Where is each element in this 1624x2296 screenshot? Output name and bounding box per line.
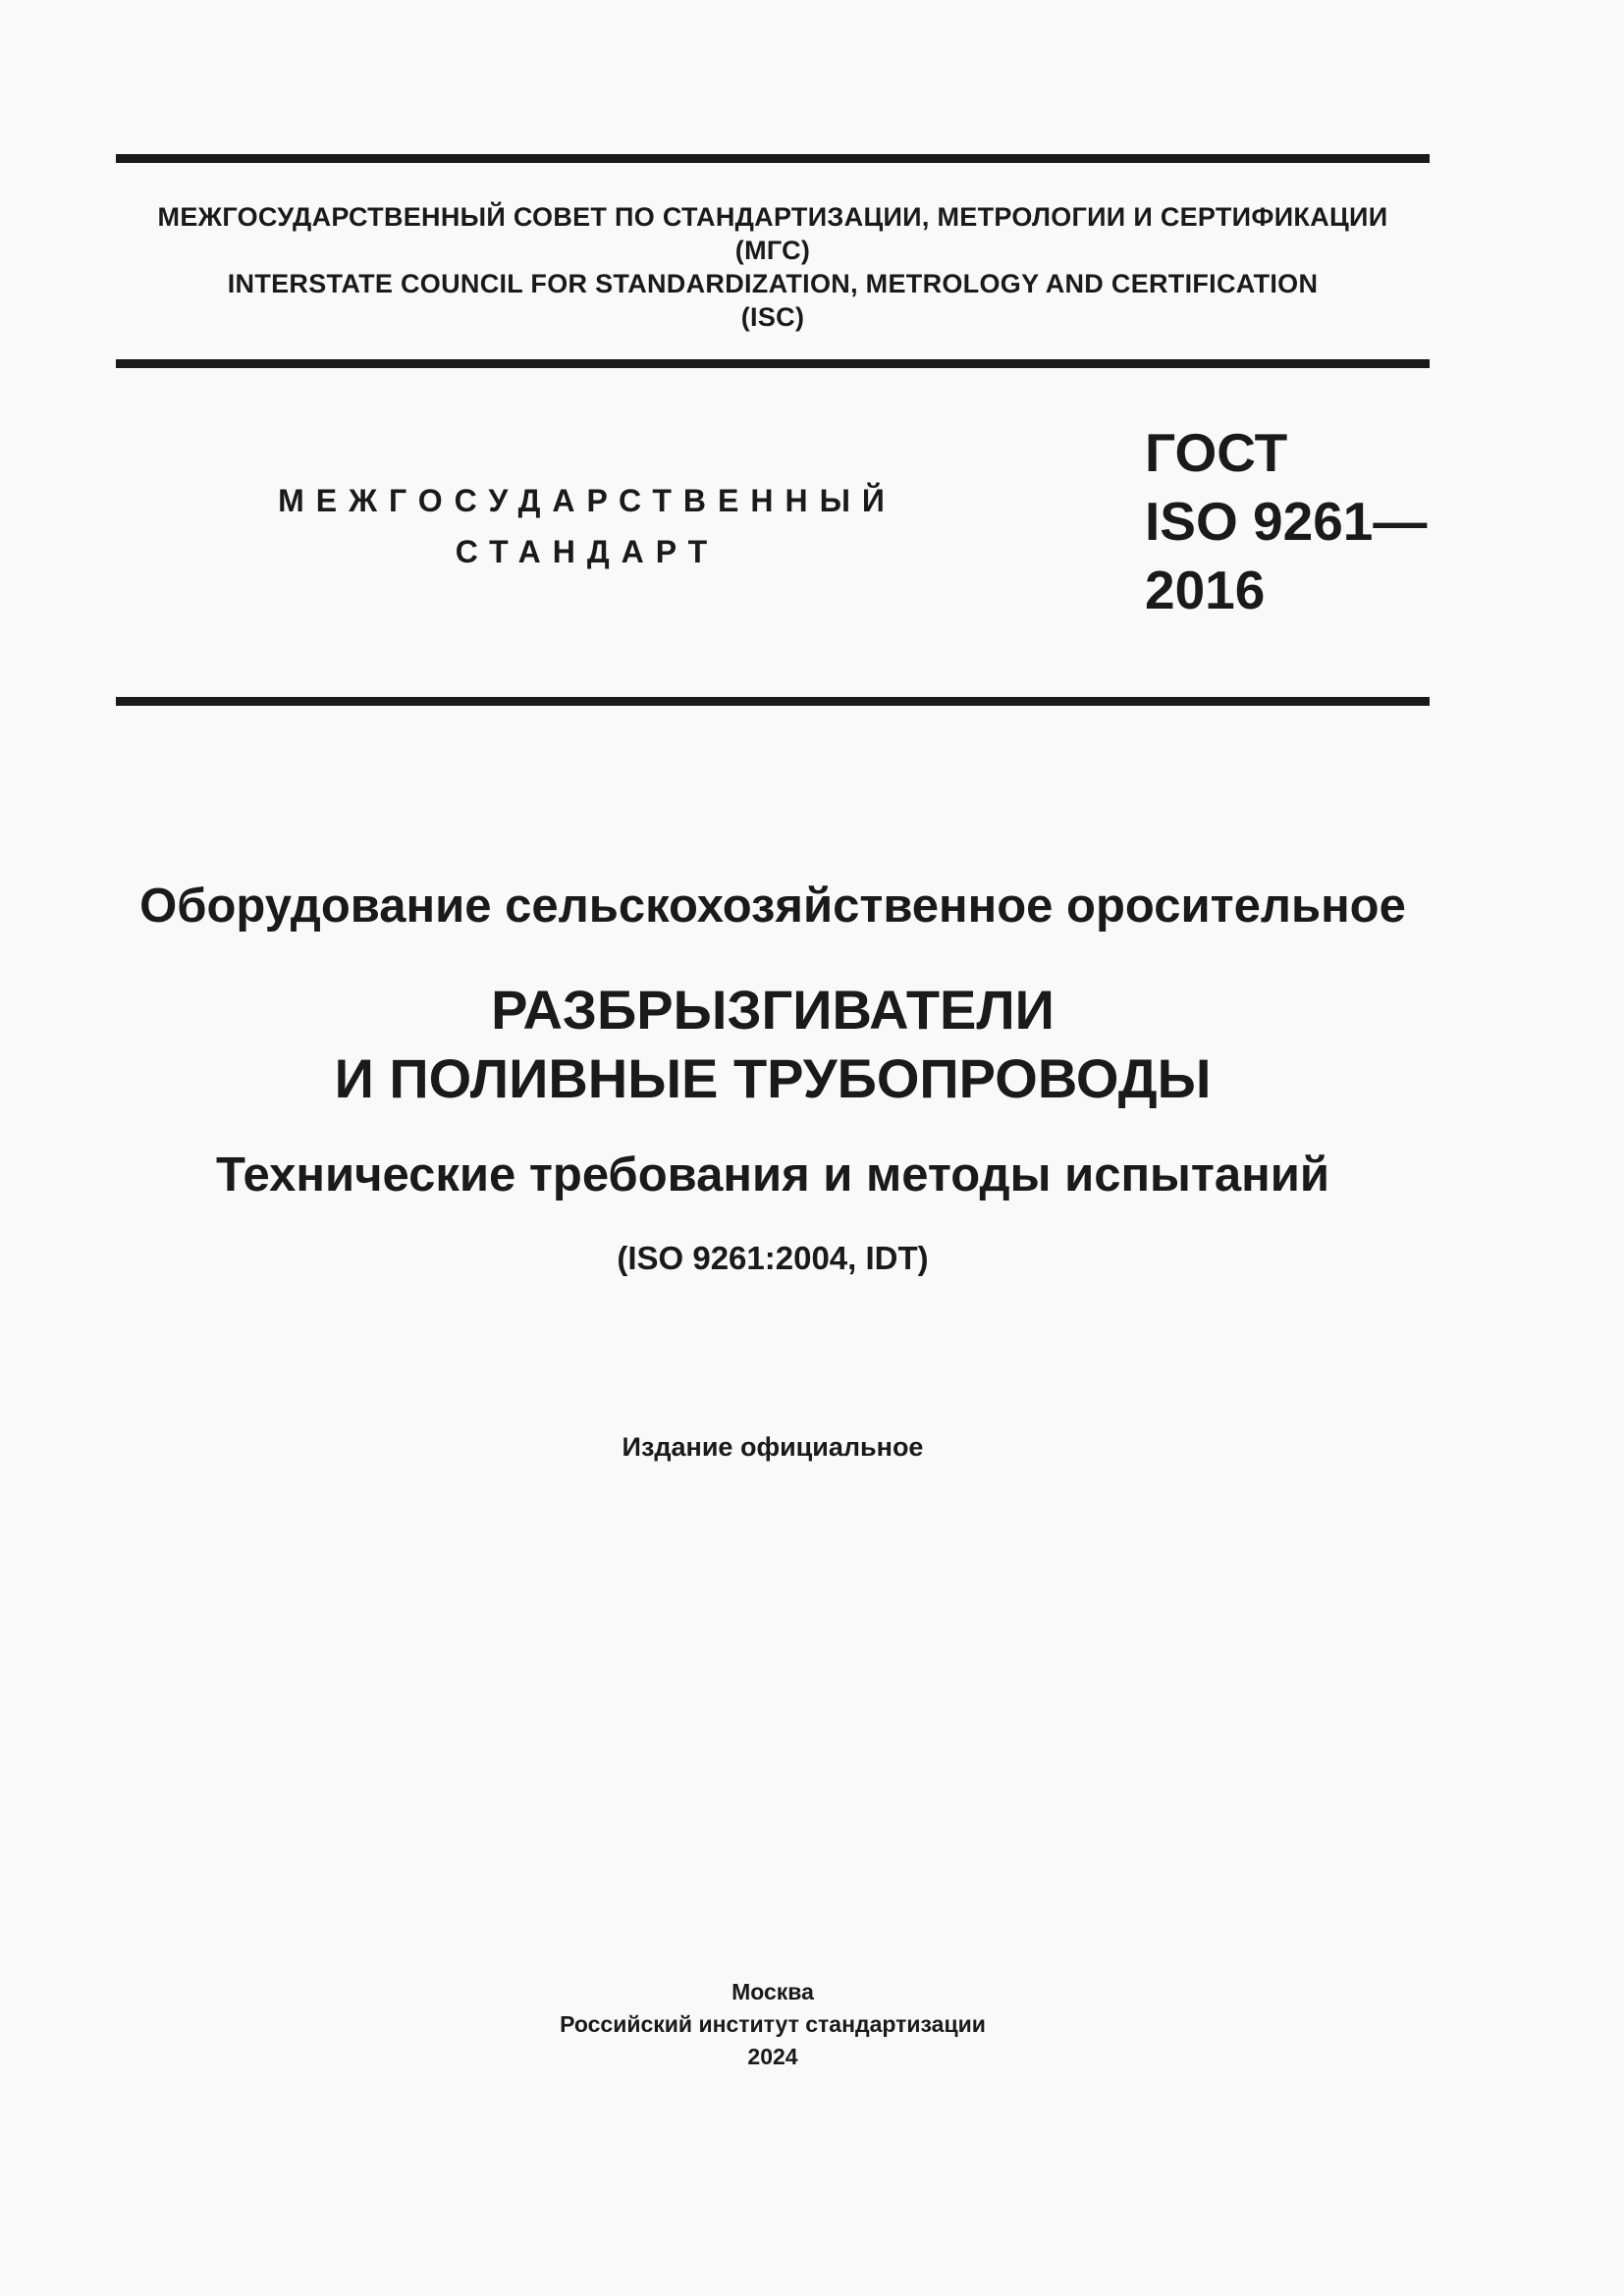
imprint (116, 1976, 1430, 2073)
title-main-line-2: И ПОЛИВНЫЕ ТРУБОПРОВОДЫ (334, 1047, 1212, 1109)
standard-type (116, 475, 1058, 577)
standard-designation (1145, 418, 1427, 624)
council-name-en: INTERSTATE COUNCIL FOR STANDARDIZATION, METROLOGY AND CERTIFICATION (227, 269, 1319, 298)
imprint-city: Москва (731, 1979, 814, 2004)
top-rule (116, 154, 1430, 163)
designation-line-2: ISO 9261— (1145, 491, 1428, 552)
designation-line-1: ГОСТ (1145, 422, 1288, 483)
edition-note: Издание официальное (622, 1432, 924, 1462)
designation-rule (116, 697, 1430, 706)
imprint-publisher: Российский институт стандартизации (560, 2011, 986, 2037)
iso-reference: (ISO 9261:2004, IDT) (617, 1240, 929, 1276)
designation-line-3: 2016 (1145, 560, 1266, 620)
title-main (116, 976, 1430, 1113)
title-sub: Технические требования и методы испытаний (216, 1148, 1329, 1201)
standard-type-line-1: МЕЖГОСУДАРСТВЕННЫЙ (278, 483, 896, 518)
council-header (116, 200, 1430, 334)
title-main-line-1: РАЗБРЫЗГИВАТЕЛИ (491, 979, 1055, 1041)
council-abbr-en: (ISC) (740, 302, 805, 332)
imprint-year: 2024 (747, 2044, 798, 2069)
council-name-ru: МЕЖГОСУДАРСТВЕННЫЙ СОВЕТ ПО СТАНДАРТИЗАЦИИ, МЕТРОЛОГИИ И СЕРТИФИКАЦИИ (157, 202, 1388, 232)
standard-type-line-2: СТАНДАРТ (455, 534, 720, 569)
header-rule (116, 359, 1430, 368)
title-general: Оборудование сельскохозяйственное оросительное (139, 880, 1406, 933)
council-abbr-ru: (МГС) (734, 236, 811, 265)
